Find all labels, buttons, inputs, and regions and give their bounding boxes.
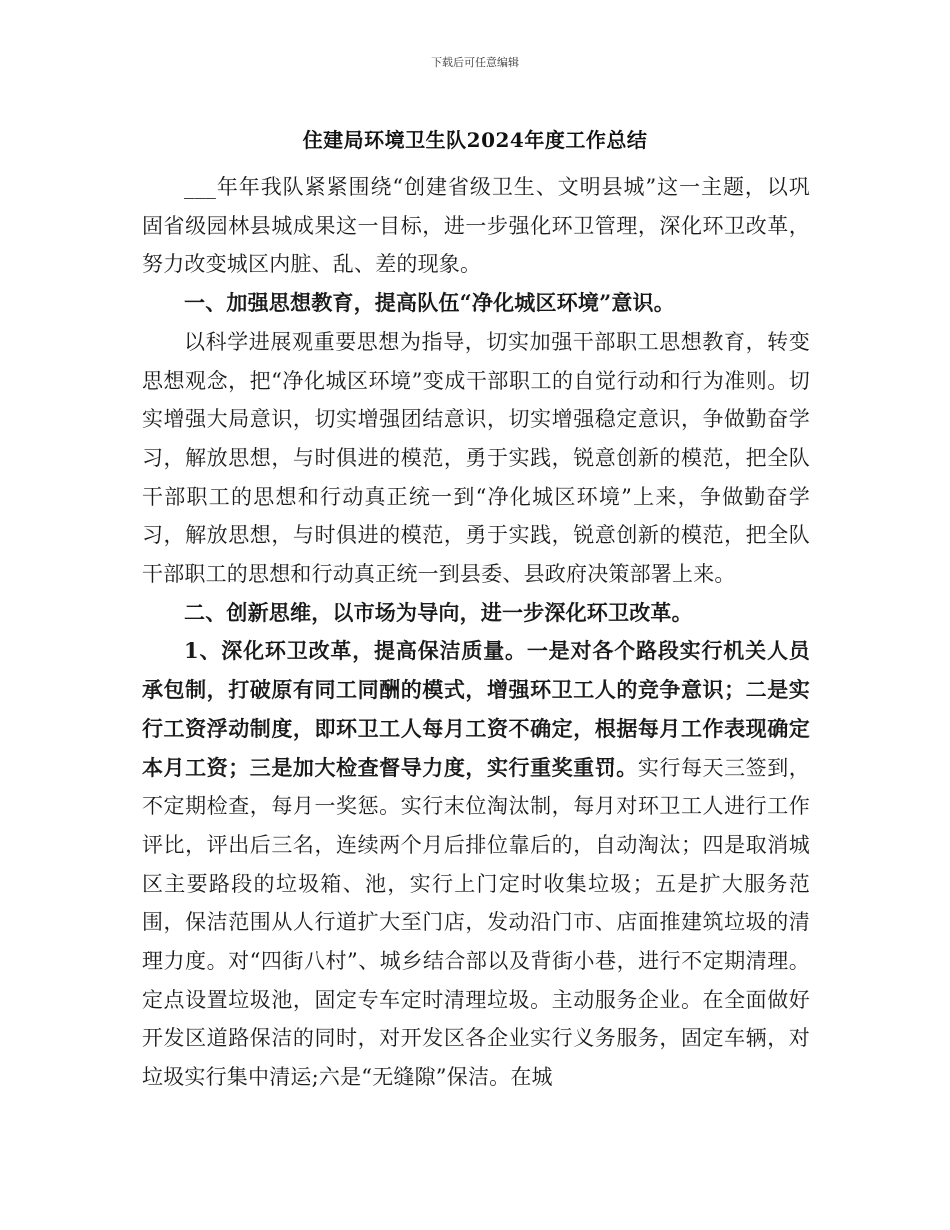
section-2-item-1-bold: 1、深化环卫改革，提高保洁质量。一是对各个路段实行机关人员承包制，打破原有同工同酬的模式，增强环卫工人的竞争意识；二是实行工资浮动制度，即环卫工人每月工资不确定，根据每月工作表现确定本月工资；三是加大检查督导力度，实行重奖重罚。 — [142, 638, 810, 780]
section-1-body: 以科学进展观重要思想为指导，切实加强干部职工思想教育，转变思想观念，把“净化城区环境”变成干部职工的自觉行动和行为准则。切实增强大局意识，切实增强团结意识，切实增强稳定意识，争做勤奋学习，解放思想，与时俱进的模范，勇于实践，锐意创新的模范，把全队干部职工的思想和行动真正统一到“净化城区环境”上来，争做勤奋学习，解放思想，与时俱进的模范，勇于实践，锐意创新的模范，把全队干部职工的思想和行动真正统一到县委、县政府决策部署上来。 — [142, 329, 810, 587]
document-body — [142, 168, 810, 1097]
section-2-item-1-rest: 实行每天三签到，不定期检查，每月一奖惩。实行末位淘汰制，每月对环卫工人进行工作评比，评出后三名，连续两个月后排位靠后的，自动淘汰；四是取消城区主要路段的垃圾箱、池，实行上门定时收集垃圾；五是扩大服务范围，保洁范围从人行道扩大至门店，发动沿门市、店面推建筑垃圾的清理力度。对“四街八村”、城乡结合部以及背街小巷，进行不定期清理。定点设置垃圾池，固定专车定时清理垃圾。主动服务企业。在全面做好开发区道路保洁的同时，对开发区各企业实行义务服务，固定车辆，对垃圾实行集中清运;六是“无缝隙”保洁。在城 — [142, 755, 810, 1090]
document-title: 住建局环境卫生队2024年度工作总结 — [302, 128, 648, 152]
section-2-heading: 二、创新思维，以市场为导向，进一步深化环卫改革。 — [184, 599, 693, 625]
header-note: 下载后可任意编辑 — [431, 56, 519, 69]
intro-paragraph: ___年年我队紧紧围绕“创建省级卫生、文明县城”这一主题，以巩固省级园林县城成果这一目标，进一步强化环卫管理，深化环卫改革，努力改变城区内脏、乱、差的现象。 — [142, 175, 810, 277]
section-1-heading: 一、加强思想教育，提高队伍“净化城区环境”意识。 — [184, 290, 675, 316]
section-2-item-1 — [142, 632, 810, 1096]
